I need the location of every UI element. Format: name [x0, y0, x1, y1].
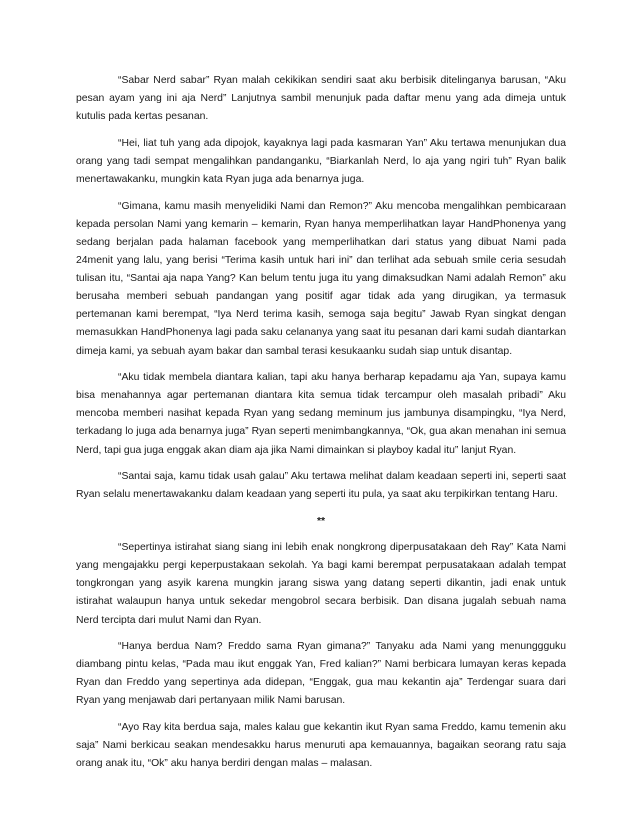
- paragraph-8: “Ayo Ray kita berdua saja, males kalau gue kekantin ikut Ryan sama Freddo, kamu temenin aku saja” Nami berkicau seakan mendesakku harus menuruti apa kemauannya, bagaikan seorang ratu saja orang anak itu, “Ok” aku hanya berdiri dengan malas – malasan.: [76, 722, 566, 770]
- paragraph-4: “Aku tidak membela diantara kalian, tapi aku hanya berharap kepadamu aja Yan, supaya kamu bisa menahannya agar pertemanan diantara kita semua tidak tercampur oleh masalah pribadi” Aku mencoba memberi nasihat kepada Ryan yang sedang meminum jus jambunya disampingku, “Iya Nerd, terkadang lo juga ada benarnya juga” Ryan seperti menimbangkannya, “Ok, gua akan menahan ini semua Nerd, tapi gua juga enggak akan diam aja jika Nami dimainkan si playboy kadal itu” lanjut Ryan.: [76, 372, 566, 456]
- paragraph-3: “Gimana, kamu masih menyelidiki Nami dan Remon?” Aku mencoba mengalihkan pembicaraan kepada persolan Nami yang kemarin – kemarin, Ryan hanya memperlihatkan layar HandPhonenya yang sedang berjalan pada halaman facebook yang memperlihatkan dari status yang dibuat Nami pada 24menit yang lalu, yang berisi “Terima kasih untuk hari ini” dan terlihat ada sebuah smile ceria sesudah tulisan itu, “Santai aja napa Yang? Kan belum tentu juga itu yang dimaksudkan Nami adalah Remon” aku berusaha memberi sebuah pandangan yang positif agar tidak ada yang dirugikan, ya termasuk pertemanan kami berempat, “Iya Nerd terima kasih, semoga saja begitu” Jawab Ryan singkat dengan memasukkan HandPhonenya lagi pada saku celananya yang saat itu pesanan dari kami sudah diantarkan dimeja kami, ya sebuah ayam bakar dan sambal terasi kesukaanku sudah siap untuk disantap.: [76, 200, 566, 357]
- paragraph-2: “Hei, liat tuh yang ada dipojok, kayaknya lagi pada kasmaran Yan” Aku tertawa menunjukan dua orang yang tadi sempat mengalihkan pandanganku, “Biarkanlah Nerd, lo aja yang ngiri tuh” Ryan balik menertawakanku, mungkin kata Ryan juga ada benarnya juga.: [76, 137, 566, 186]
- paragraph-7: “Hanya berdua Nam? Freddo sama Ryan gimana?” Tanyaku ada Nami yang menunggguku diambang pintu kelas, “Pada mau ikut enggak Yan, Fred kalian?” Nami berbicara lumayan keras kepada Ryan dan Freddo yang sepertinya ada didepan, “Enggak, gua mau kekantin aja” Terdengar suara dari Ryan yang menjawab dari pertanyaan milik Nami barusan.: [76, 641, 566, 707]
- paragraph-6: “Sepertinya istirahat siang siang ini lebih enak nongkrong diperpusatakaan deh Ray” Kata Nami yang mengajakku pergi keperpustakaan sekolah. Ya bagi kami berempat perpusatakaan adalah tempat tongkrongan yang asyik karena mungkin jarang siswa yang datang seperti dikantin, jadi enak untuk istirahat walaupun hanya untuk sekedar mengobrol secara berbisik. Dan disana jugalah sebuah nama Nerd tercipta dari mulut Nami dan Ryan.: [76, 542, 566, 626]
- paragraph-5: “Santai saja, kamu tidak usah galau” Aku tertawa melihat dalam keadaan seperti ini, seperti saat Ryan selalu menertawakanku dalam keadaan yang seperti itu pula, ya saat aku terpikirkan tentang Haru.: [76, 471, 566, 501]
- paragraph-1: “Sabar Nerd sabar” Ryan malah cekikikan sendiri saat aku berbisik ditelinganya barusan, “Aku pesan ayam yang ini aja Nerd” Lanjutnya sambil menunjuk pada daftar menu yang ada dimeja untuk kutulis pada kertas pesanan.: [76, 75, 566, 123]
- story-text: [76, 72, 566, 782]
- scene-separator: **: [316, 516, 326, 528]
